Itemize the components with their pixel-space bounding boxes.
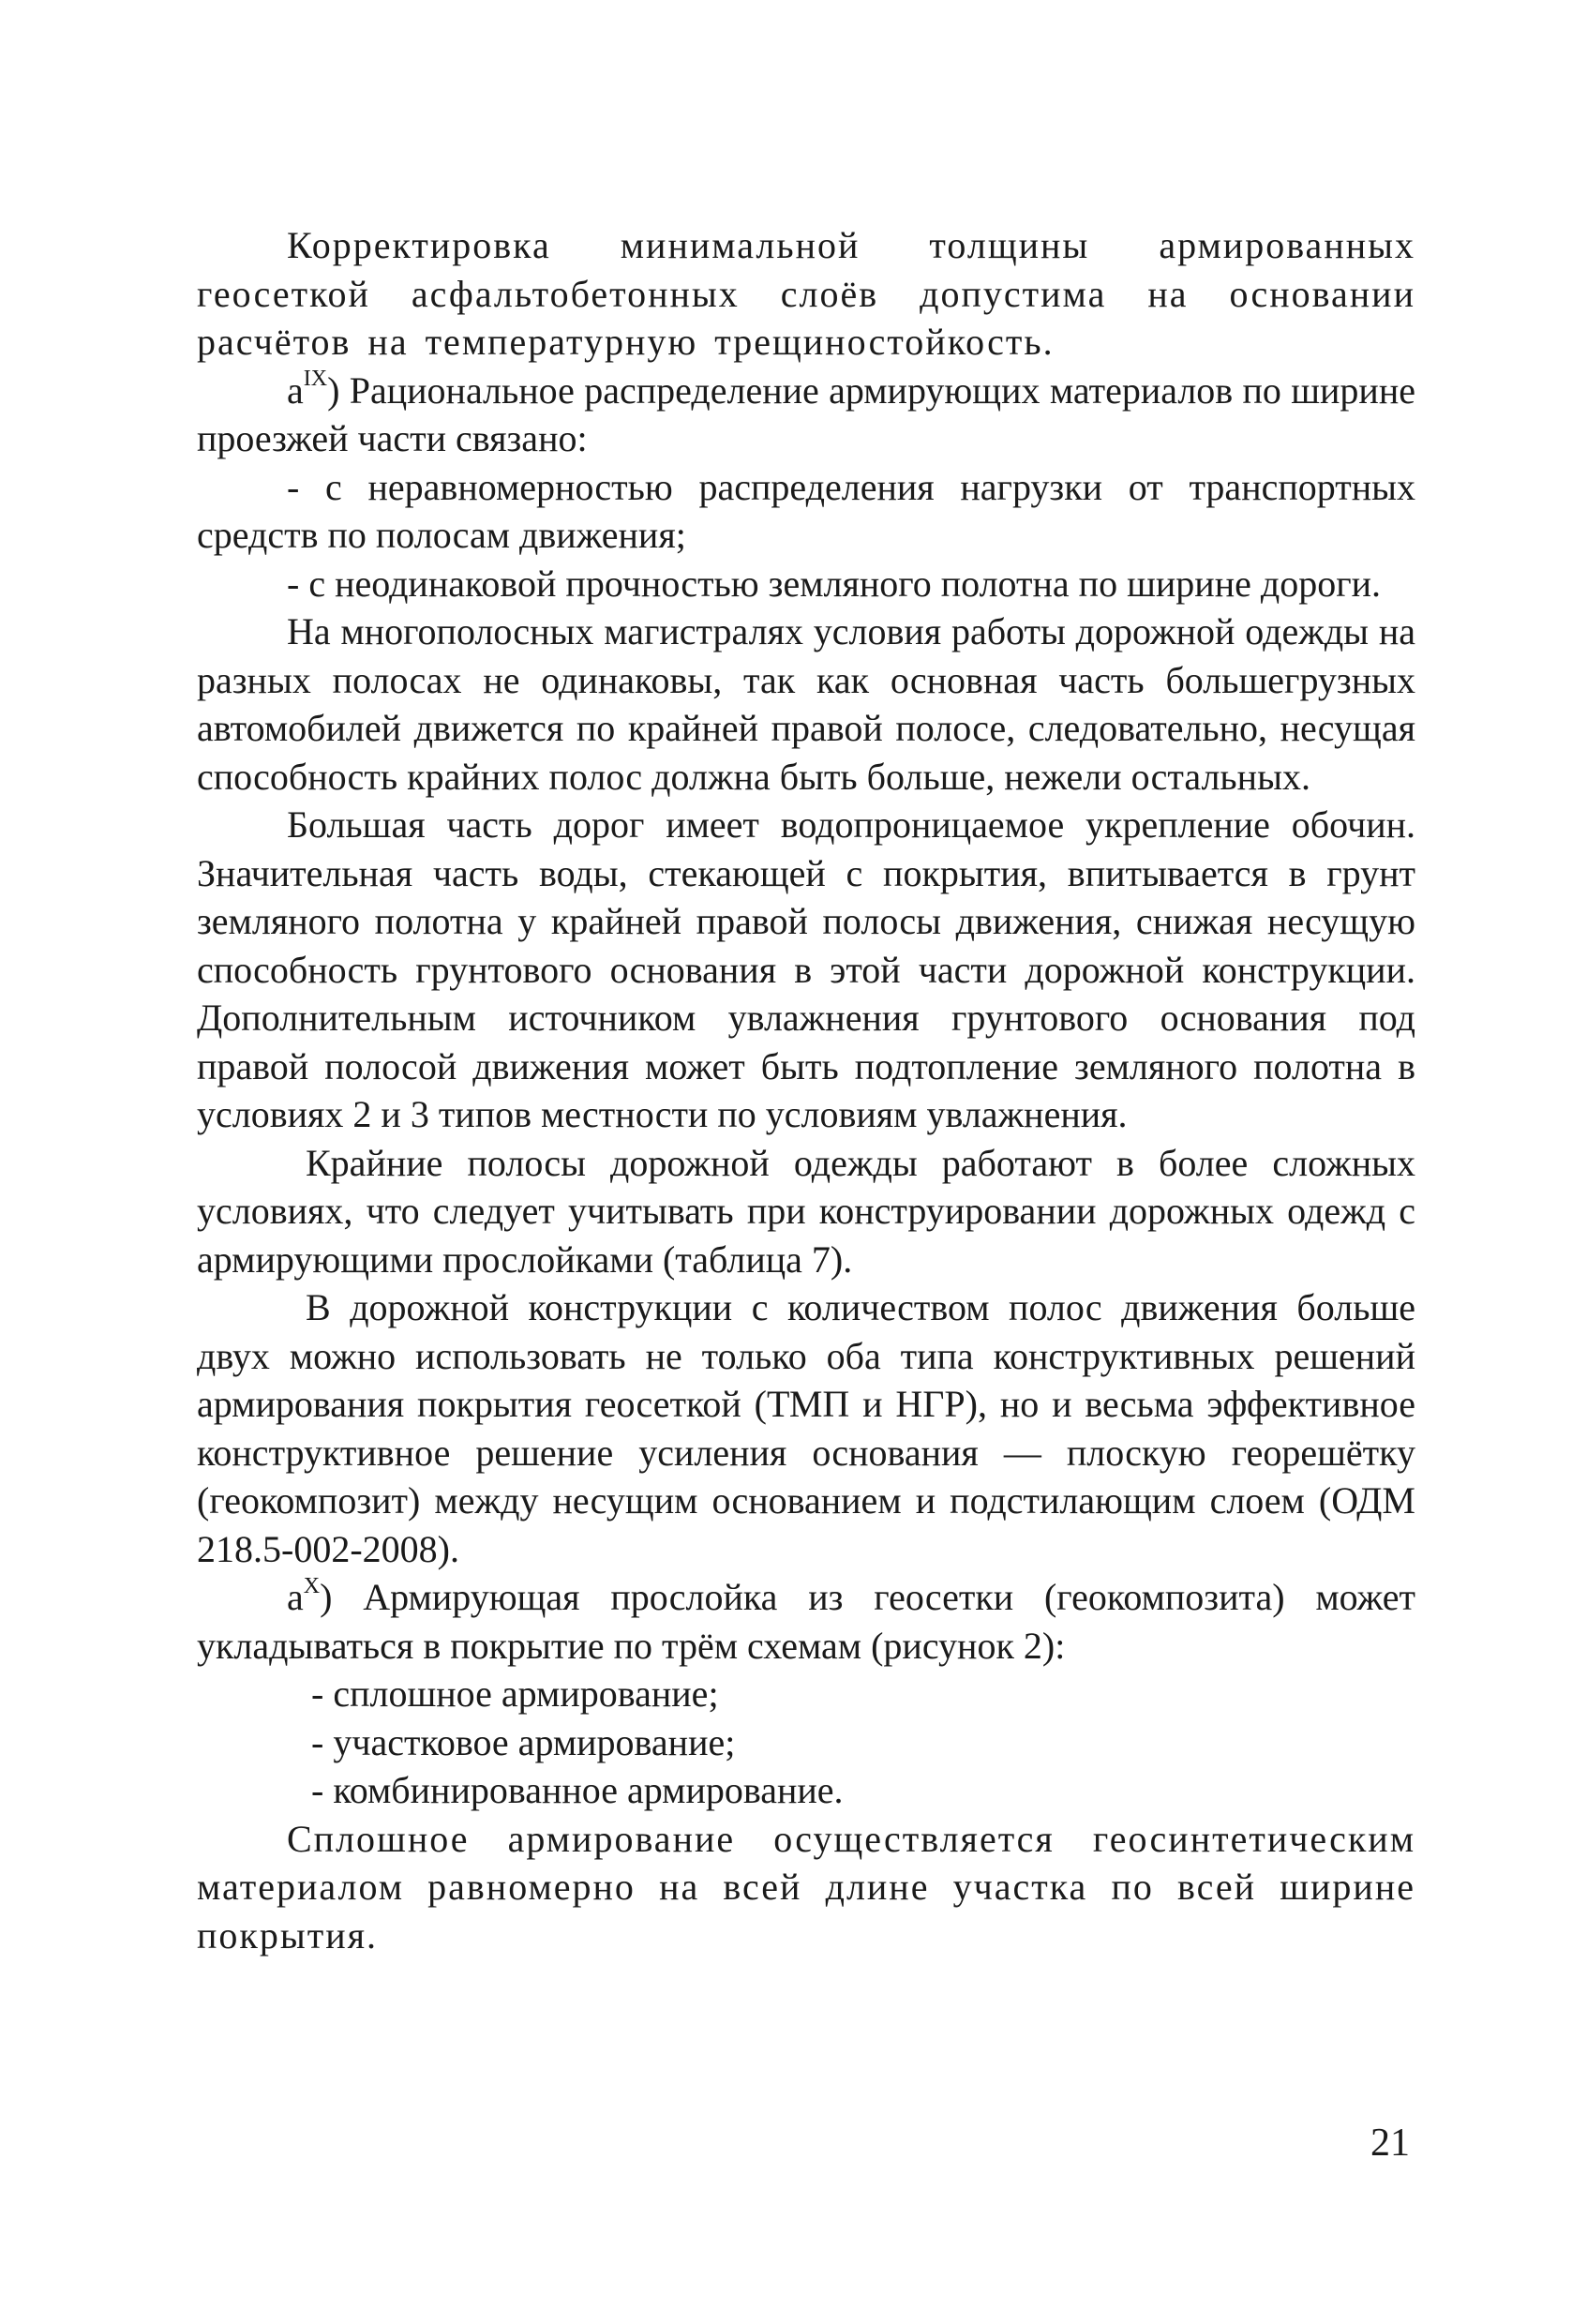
paragraph-multilane: На многополосных магистралях условия работы дорожной одежды на разных полосах не одинаковы, так как основная часть большегрузных автомобилей движется по крайней правой полосе, следовательно, несущая способность крайних полос должна быть больше, нежели остальных. [197, 610, 1415, 798]
page-body [197, 221, 1415, 1959]
clause-superscript: IX [303, 367, 328, 392]
paragraph-more-than-two-lanes: В дорожной конструкции с количеством полос движения больше двух можно использовать не только оба типа конструктивных решений армирования покрытия геосеткой (ТМП и НГР), но и весьма эффективное конструктивное решение усиления основания — плоскую георешётку (геокомпозит) между несущим основанием и подстилающим слоем (ОДМ 218.5-002-2008). [197, 1286, 1415, 1570]
page-number: 21 [1370, 2122, 1410, 2165]
paragraph-min-thickness: Корректировка минимальной толщины армированных геосеткой асфальтобетонных слоёв допустима на основании расчётов на температурную трещиностойкость. [197, 224, 1415, 363]
clause-marker: a [287, 368, 304, 412]
scheme-item-sectional: - участковое армирование; [311, 1720, 736, 1763]
paragraph-shoulders: Большая часть дорог имеет водопроницаемое укрепление обочин. Значительная часть воды, стекающей с покрытия, впитывается в грунт земляного полотна у крайней правой полосы движения, снижая несущую способность грунтового основания в этой части дорожной конструкции. Дополнительным источником увлажнения грунтового основания под правой полосой движения может быть подтопление земляного полотна в условиях 2 и 3 типов местности по условиям увлажнения. [197, 803, 1415, 1135]
paragraph-edge-lanes: Крайние полосы дорожной одежды работают в более сложных условиях, что следует учитывать при конструировании дорожных одежд с армирующими прослойками (таблица 7). [197, 1141, 1415, 1281]
list-item-uneven-load: - с неравномерностью распределения нагрузки от транспортных средств по полосам движения; [197, 465, 1415, 556]
paragraph-rational-distribution [197, 367, 1415, 463]
paragraph-continuous-reinforcement: Сплошное армирование осуществляется геосинтетическим материалом равномерно на всей длине участка по всей ширине покрытия. [197, 1817, 1415, 1957]
list-item-unequal-strength: - с неодинаковой прочностью земляного полотна по ширине дороги. [287, 562, 1382, 605]
scheme-item-combined: - комбинированное армирование. [311, 1769, 844, 1811]
clause-text: ) Армирующая прослойка из геосетки (геокомпозита) может укладываться в покрытие по трём схемам (рисунок 2): [197, 1576, 1415, 1667]
paragraph-reinforcing-layer [197, 1573, 1415, 1670]
scheme-item-continuous: - сплошное армирование; [311, 1672, 719, 1715]
clause-marker: a [287, 1576, 304, 1618]
clause-text: ) Рациональное распределение армирующих материалов по ширине проезжей части связано: [197, 368, 1415, 459]
clause-superscript: X [303, 1573, 321, 1598]
